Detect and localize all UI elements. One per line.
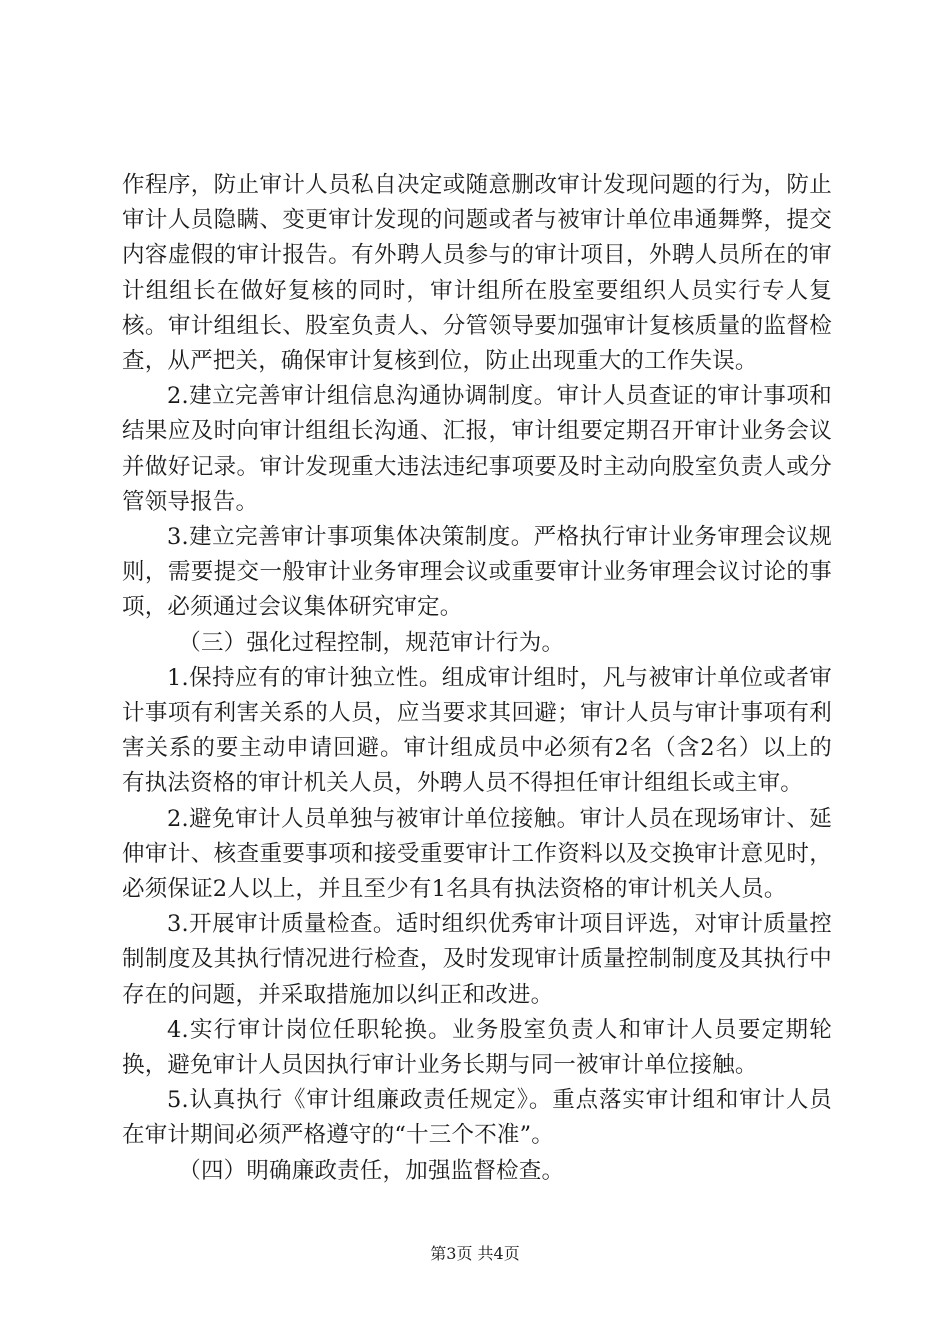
section-heading-3: （三）强化过程控制，规范审计行为。 <box>178 629 565 656</box>
document-body <box>122 168 832 1189</box>
paragraph-item-1: 1.保持应有的审计独立性。组成审计组时，凡与被审计单位或者审计事项有利害关系的人员，应当要求其回避；审计人员与审计事项有利害关系的要主动申请回避。审计组成员中必须有2名（含2名）以上的有执法资格的审计机关人员，外聘人员不得担任审计组组长或主审。 <box>122 664 832 797</box>
paragraph-continuation: 作程序，防止审计人员私自决定或随意删改审计发现问题的行为，防止审计人员隐瞒、变更审计发现的问题或者与被审计单位串通舞弊，提交内容虚假的审计报告。有外聘人员参与的审计项目，外聘人员所在的审计组组长在做好复核的同时，审计组所在股室要组织人员实行专人复核。审计组组长、股室负责人、分管领导要加强审计复核质量的监督检查，从严把关，确保审计复核到位，防止出现重大的工作失误。 <box>122 172 832 375</box>
paragraph-item-3b: 3.开展审计质量检查。适时组织优秀审计项目评选，对审计质量控制制度及其执行情况进行检查，及时发现审计质量控制制度及其执行中存在的问题，并采取措施加以纠正和改进。 <box>122 911 832 1008</box>
paragraph-item-3: 3.建立完善审计事项集体决策制度。严格执行审计业务审理会议规则，需要提交一般审计业务审理会议或重要审计业务审理会议讨论的事项，必须通过会议集体研究审定。 <box>122 524 832 621</box>
page-footer: 第3页 共4页 <box>430 1244 520 1263</box>
paragraph-item-2b: 2.避免审计人员单独与被审计单位接触。审计人员在现场审计、延伸审计、核查重要事项和接受重要审计工作资料以及交换审计意见时，必须保证2人以上，并且至少有1名具有执法资格的审计机关人员。 <box>122 805 832 903</box>
section-heading-4: （四）明确廉政责任，加强监督检查。 <box>178 1157 565 1184</box>
paragraph-item-4: 4.实行审计岗位任职轮换。业务股室负责人和审计人员要定期轮换，避免审计人员因执行审计业务长期与同一被审计单位接触。 <box>122 1016 832 1079</box>
paragraph-item-2: 2.建立完善审计组信息沟通协调制度。审计人员查证的审计事项和结果应及时向审计组组长沟通、汇报，审计组要定期召开审计业务会议并做好记录。审计发现重大违法违纪事项要及时主动向股室负责人或分管领导报告。 <box>122 383 832 515</box>
paragraph-item-5: 5.认真执行《审计组廉政责任规定》。重点落实审计组和审计人员在审计期间必须严格遵守的“十三个不准”。 <box>122 1087 832 1149</box>
